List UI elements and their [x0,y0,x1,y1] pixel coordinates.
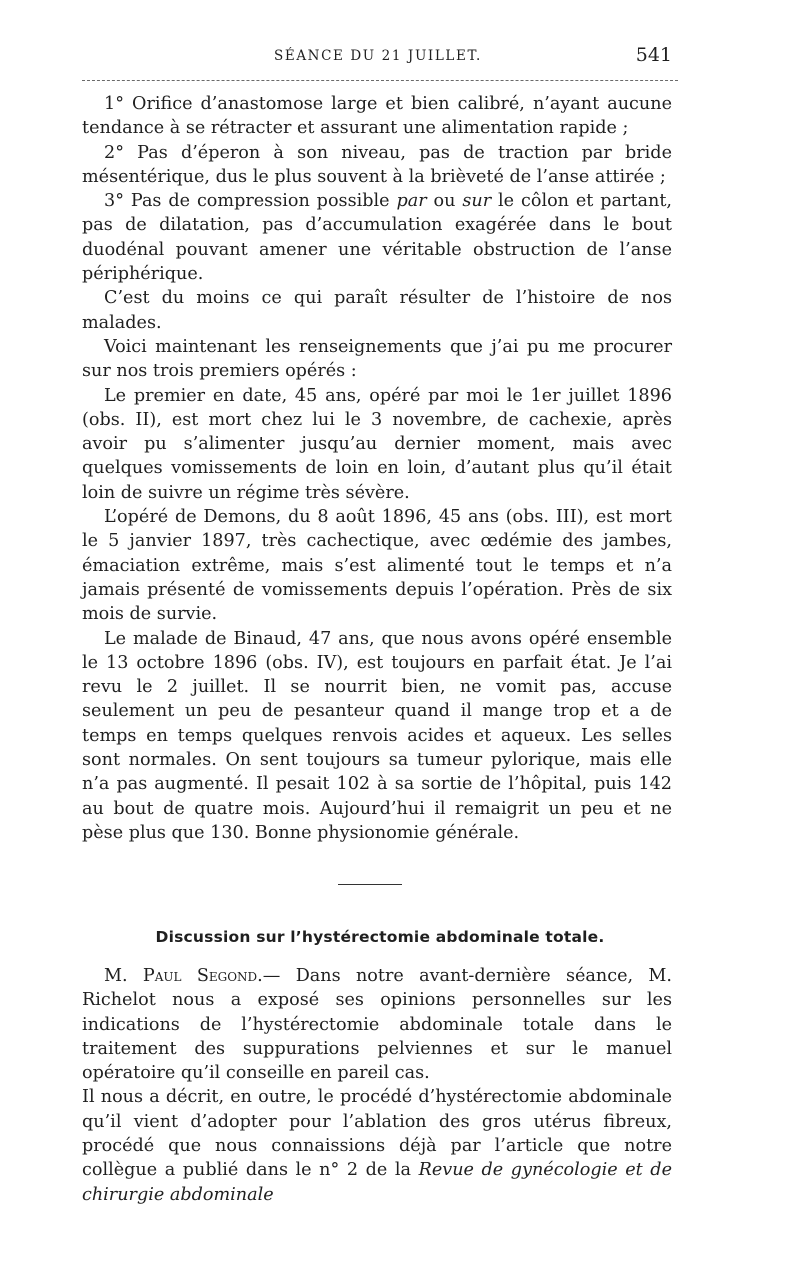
running-title: SÉANCE DU 21 JUILLET. [274,48,482,64]
italic-word: sur [462,191,492,212]
section-title: Discussion sur l’hystérectomie abdominale totale. [155,928,605,946]
text-run: 3° Pas de compression possible [104,191,397,212]
running-header [80,44,676,72]
paragraph: Voici maintenant les renseignements que j’ai pu me procurer sur nos trois premiers opérés : [82,336,672,382]
paragraph [82,189,672,286]
body-text [82,92,672,845]
speaker-name: M. Paul Segond. [104,966,263,986]
paragraph: L’opéré de Demons, du 8 août 1896, 45 ans (obs. III), est mort le 5 janvier 1897, très cachectique, avec œdémie des jambes, émaciation extrême, mais s’est alimenté tout le temps et n’a jamais présenté de vomissements depuis l’opération. Près de six mois de survie. [82,507,672,625]
paragraph: 1° Orifice d’anastomose large et bien calibré, n’ayant aucune tendance à se rétracter et assurant une alimentation rapide ; [82,94,672,139]
text-run: ou [426,191,463,212]
discussion-text [82,964,672,1207]
paragraph: C’est du moins ce qui paraît résulter de l’histoire de nos malades. [82,288,672,333]
text-run: Dans notre avant-dernière séance, M. Richelot nous a exposé ses opinions personnelles sur les indications de l’hystérectomie abdominale totale dans le traitement des suppurations pelviennes et sur le manuel opératoire qu’il conseille en pareil cas. [82,966,672,1084]
paragraph [82,1085,672,1206]
section-separator [338,884,402,885]
paragraph: Le malade de Binaud, 47 ans, que nous avons opéré ensemble le 13 octobre 1896 (obs. IV), est toujours en parfait état. Je l’ai revu le 2 juillet. Il se nourrit bien, ne vomit pas, accuse seulement un peu de pesanteur quand il mange trop et a de temps en temps quelques renvois acides et aqueux. Les selles sont normales. On sent toujours sa tumeur pylorique, mais elle n’a pas augmenté. Il pesait 102 à sa sortie de l’hôpital, puis 142 au bout de quatre mois. Aujourd’hui il remaigrit un peu et ne pèse plus que 130. Bonne physionomie générale. [82,628,672,843]
text-run: le côlon et partant, pas de dilatation, pas d’accumulation exagérée dans le bout duodénal pouvant amener une véritable obstruction de l’anse périphérique. [82,191,673,285]
dash: — [262,966,296,986]
paragraph: Le premier en date, 45 ans, opéré par moi le 1er juillet 1896 (obs. II), est mort chez lui le 3 novembre, de cachexie, après avoir pu s’alimenter jusqu’au dernier moment, mais avec quelques vomissements de loin en loin, d’autant plus qu’il était loin de suivre un régime très sévère. [82,385,672,503]
page-number: 541 [635,44,672,66]
header-rule [82,80,678,81]
text-run: Il nous a décrit, en outre, le procédé d’hystérectomie abdominale qu’il vient d’adopter pour l’ablation des gros utérus fibreux, procédé que nous connaissions déjà par l’article que notre collègue a publié dans le n° 2 de la [82,1087,672,1181]
journal-title: Revue de gynécologie et de chirurgie abdominale [82,1160,672,1205]
paragraph [82,964,672,1085]
paragraph: 2° Pas d’éperon à son niveau, pas de traction par bride mésentérique, dus le plus souvent à la brièveté de l’anse attirée ; [82,142,672,187]
italic-word: par [396,191,427,212]
